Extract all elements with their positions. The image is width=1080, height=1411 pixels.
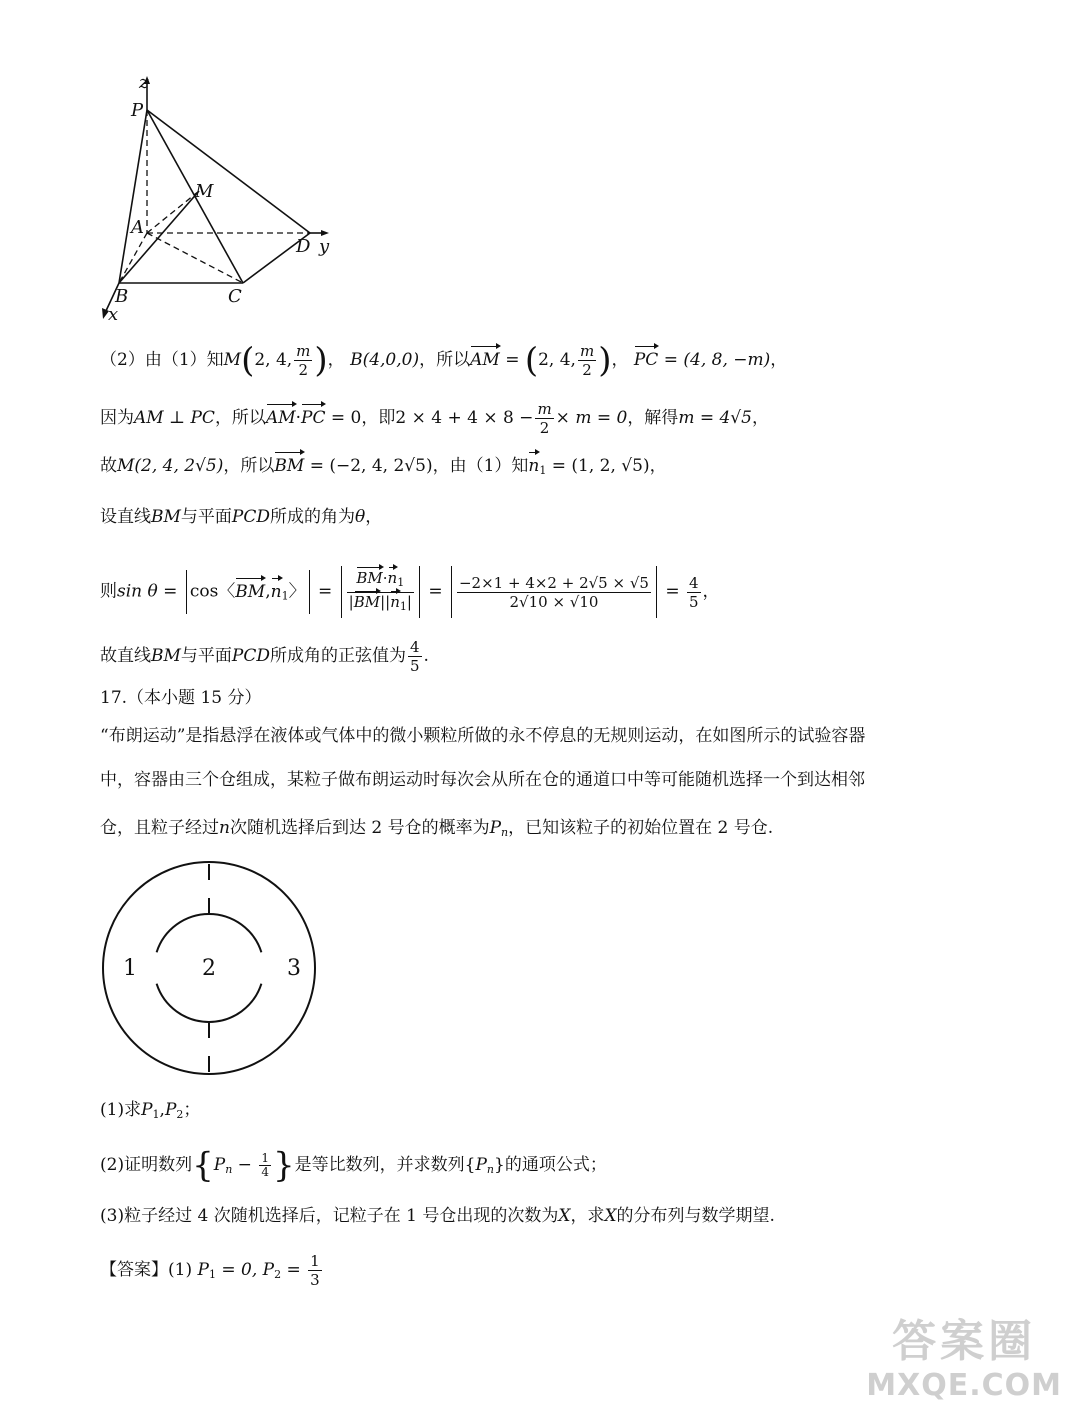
subquestion-1: (1)求$P_1,P_2$； (100, 1100, 201, 1121)
label-m: M (195, 181, 214, 202)
watermark-line-1: 答案圈 (892, 1316, 1037, 1367)
label-a: A (131, 217, 144, 238)
part2-line6: 故直线BM与平面PCD所成角的正弦值为 $\frac{4}{5}$ . (100, 638, 429, 675)
label-d: D (296, 236, 311, 257)
answer-line: 【答案】(1) $P_1 = 0$, $P_2$ = $\frac{1}{3}$ (100, 1252, 320, 1289)
label-z: z (139, 72, 149, 93)
label-b: B (115, 286, 129, 307)
chamber-3-label: 3 (287, 956, 301, 981)
inner-arc-top (157, 914, 262, 952)
label-x: x (108, 304, 119, 325)
edge-pb (119, 110, 147, 283)
label-y: y (319, 236, 330, 257)
chamber-2-label: 2 (202, 956, 216, 981)
container-figure (98, 858, 322, 1082)
q17-paragraph-1: “布朗运动”是指悬浮在液体或气体中的微小颗粒所做的永不停息的无规则运动，在如图所示的试验容器 (100, 726, 866, 746)
q17-header: 17.（本小题 15 分） (100, 688, 262, 708)
part2-line2: 因为AM ⊥ PC，所以AM·PC = 0，即2 × 4 + 4 × 8 − $\frac{m}{2}$ × m = 0，解得m = 4√5， (100, 400, 769, 437)
edge-am (147, 191, 199, 233)
inner-arc-bottom (157, 984, 262, 1022)
q17-paragraph-2: 中，容器由三个仓组成，某粒子做布朗运动时每次会从所在仓的通道口中等可能随机选择一个到达相邻 (100, 770, 865, 790)
q17-paragraph-3: 仓，且粒子经过n次随机选择后到达 2 号仓的概率为$P_n$，已知该粒子的初始位置在 2 号仓. (100, 818, 774, 839)
subquestion-2: (2)证明数列{$P_n$ − $\frac{1}{4}$ }是等比数列，并求数列$\{P_n\}$的通项公式； (100, 1145, 607, 1186)
label-p: P (131, 100, 144, 121)
label-c: C (228, 286, 242, 307)
pyramid-figure (95, 70, 355, 325)
part2-line3: 故M(2, 4, 2√5)，所以BM = (−2, 4, 2√5)，由（1）知$n_1 = (1$, 2, √5)， (100, 456, 667, 477)
watermark-line-2: MXQE.COM (866, 1368, 1062, 1403)
part2-line4: 设直线BM与平面PCD所成的角为θ， (100, 507, 383, 527)
part2-line5: 则sin θ = cos〈$BM,n_1$〉 = $\frac{BM\cdot n_1}{|BM||n_1|}$ = $\frac{-2\times 1 + 4\times 2 + 2√5 \times √5}{2√10 \times √10}$ = $\frac{4}{5}$ ， (100, 566, 720, 618)
watermark (866, 1315, 1062, 1403)
part2-line1: （2）由（1）知M(2, 4, $\frac{m}{2}$ )， B(4,0,0)，所以AM = (2, 4, $\frac{m}{2}$ )， PC = (4, 8, −m)， (100, 340, 788, 381)
subquestion-3: (3)粒子经过 4 次随机选择后，记粒子在 1 号仓出现的次数为X，求X的分布列与数学期望. (100, 1206, 775, 1226)
edge-pd (147, 110, 310, 233)
chamber-1-label: 1 (123, 956, 137, 981)
